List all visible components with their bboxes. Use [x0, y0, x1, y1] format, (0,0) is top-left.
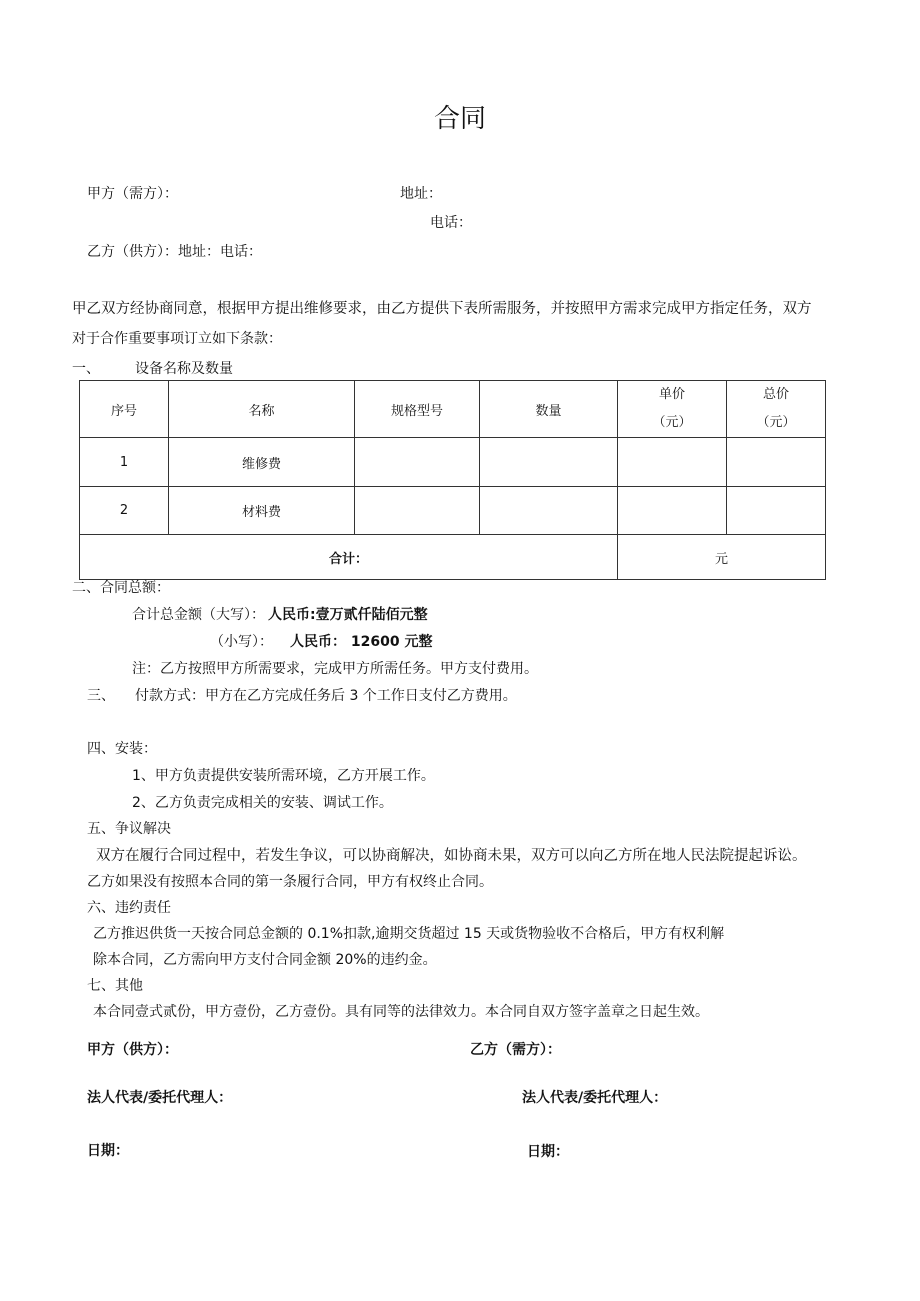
amount-upper-value: 人民币:壹万贰仟陆佰元整: [268, 607, 428, 623]
intro-line: 对于合作重要事项订立如下条款：: [72, 331, 282, 347]
section-number: 三、: [87, 688, 115, 704]
paragraph-line: 乙方推迟供货一天按合同总金额的 0.1%扣款,逾期交货超过 15 天或货物验收不合格后，甲方有权利解: [93, 926, 725, 942]
section-text: 付款方式：甲方在乙方完成任务后 3 个工作日支付乙方费用。: [135, 688, 517, 704]
empty-cell: [727, 438, 826, 487]
party-a-label: 甲方（需方）：: [87, 186, 178, 202]
total-row: [80, 535, 826, 580]
party-a-phone-label: 电话：: [430, 215, 472, 231]
list-item: 2、乙方负责完成相关的安装、调试工作。: [132, 795, 393, 811]
total-label: 合计：: [80, 535, 618, 580]
paragraph-line: 乙方如果没有按照本合同的第一条履行合同，甲方有权终止合同。: [87, 874, 493, 890]
empty-cell: [355, 438, 480, 487]
row-number: 2: [80, 487, 169, 535]
paragraph-line: 双方在履行合同过程中，若发生争议，可以协商解决，如协商未果，双方可以向乙方所在地人民法院提起诉讼。: [96, 848, 807, 864]
row-number: 1: [80, 438, 169, 487]
empty-cell: [480, 487, 618, 535]
amount-lower-label: （小写）：: [210, 634, 273, 650]
header-cell: 序号: [80, 381, 169, 438]
section-title: 六、违约责任: [87, 900, 171, 916]
table-row: [80, 438, 826, 487]
header-text: 总价: [762, 387, 789, 402]
paragraph-line: 本合同壹式贰份，甲方壹份，乙方壹份。具有同等的法律效力。本合同自双方签字盖章之日起生效。: [93, 1004, 709, 1020]
list-item: 1、甲方负责提供安装所需环境，乙方开展工作。: [132, 768, 435, 784]
empty-cell: [727, 487, 826, 535]
section-title: 四、安装：: [87, 741, 157, 757]
empty-cell: [355, 487, 480, 535]
header-text: 单价: [658, 387, 685, 402]
row-name: 材料费: [169, 487, 355, 535]
total-unit: 元: [618, 535, 826, 580]
party-b-label: 乙方（供方）：地址：电话：: [87, 244, 262, 260]
header-cell: 规格型号: [355, 381, 480, 438]
section-number: 一、: [72, 361, 100, 377]
table-row: [80, 487, 826, 535]
signature-party-b: 乙方（需方）：: [470, 1042, 561, 1058]
equipment-table: [79, 380, 826, 580]
amount-lower-value: 人民币： 12600 元整: [290, 634, 433, 650]
empty-cell: [480, 438, 618, 487]
amount-note: 注：乙方按照甲方所需要求，完成甲方所需任务。甲方支付费用。: [132, 661, 538, 677]
intro-line: 甲乙双方经协商同意，根据甲方提出维修要求，由乙方提供下表所需服务，并按照甲方需求完成甲方指定任务，双方: [72, 301, 812, 317]
row-name: 维修费: [169, 438, 355, 487]
signature-rep-a: 法人代表/委托代理人：: [87, 1090, 233, 1106]
empty-cell: [618, 438, 727, 487]
header-unit: （元）: [652, 415, 692, 430]
signature-date-a: 日期：: [87, 1143, 129, 1159]
header-cell: 数量: [480, 381, 618, 438]
signature-date-b: 日期：: [527, 1144, 569, 1160]
party-a-address-label: 地址：: [400, 186, 442, 202]
signature-party-a: 甲方（供方）：: [87, 1042, 178, 1058]
header-cell: 名称: [169, 381, 355, 438]
empty-cell: [618, 487, 727, 535]
section-title: 二、合同总额：: [72, 580, 170, 596]
header-cell: [727, 381, 826, 438]
section-title: 七、其他: [87, 978, 143, 994]
document-title: 合同: [433, 104, 486, 134]
header-unit: （元）: [756, 415, 796, 430]
section-title: 设备名称及数量: [135, 361, 233, 377]
paragraph-line: 除本合同，乙方需向甲方支付合同金额 20%的违约金。: [93, 952, 437, 968]
header-cell: [618, 381, 727, 438]
section-title: 五、争议解决: [87, 821, 171, 837]
signature-rep-b: 法人代表/委托代理人：: [522, 1090, 668, 1106]
amount-upper-label: 合计总金额（大写）：: [132, 607, 265, 623]
